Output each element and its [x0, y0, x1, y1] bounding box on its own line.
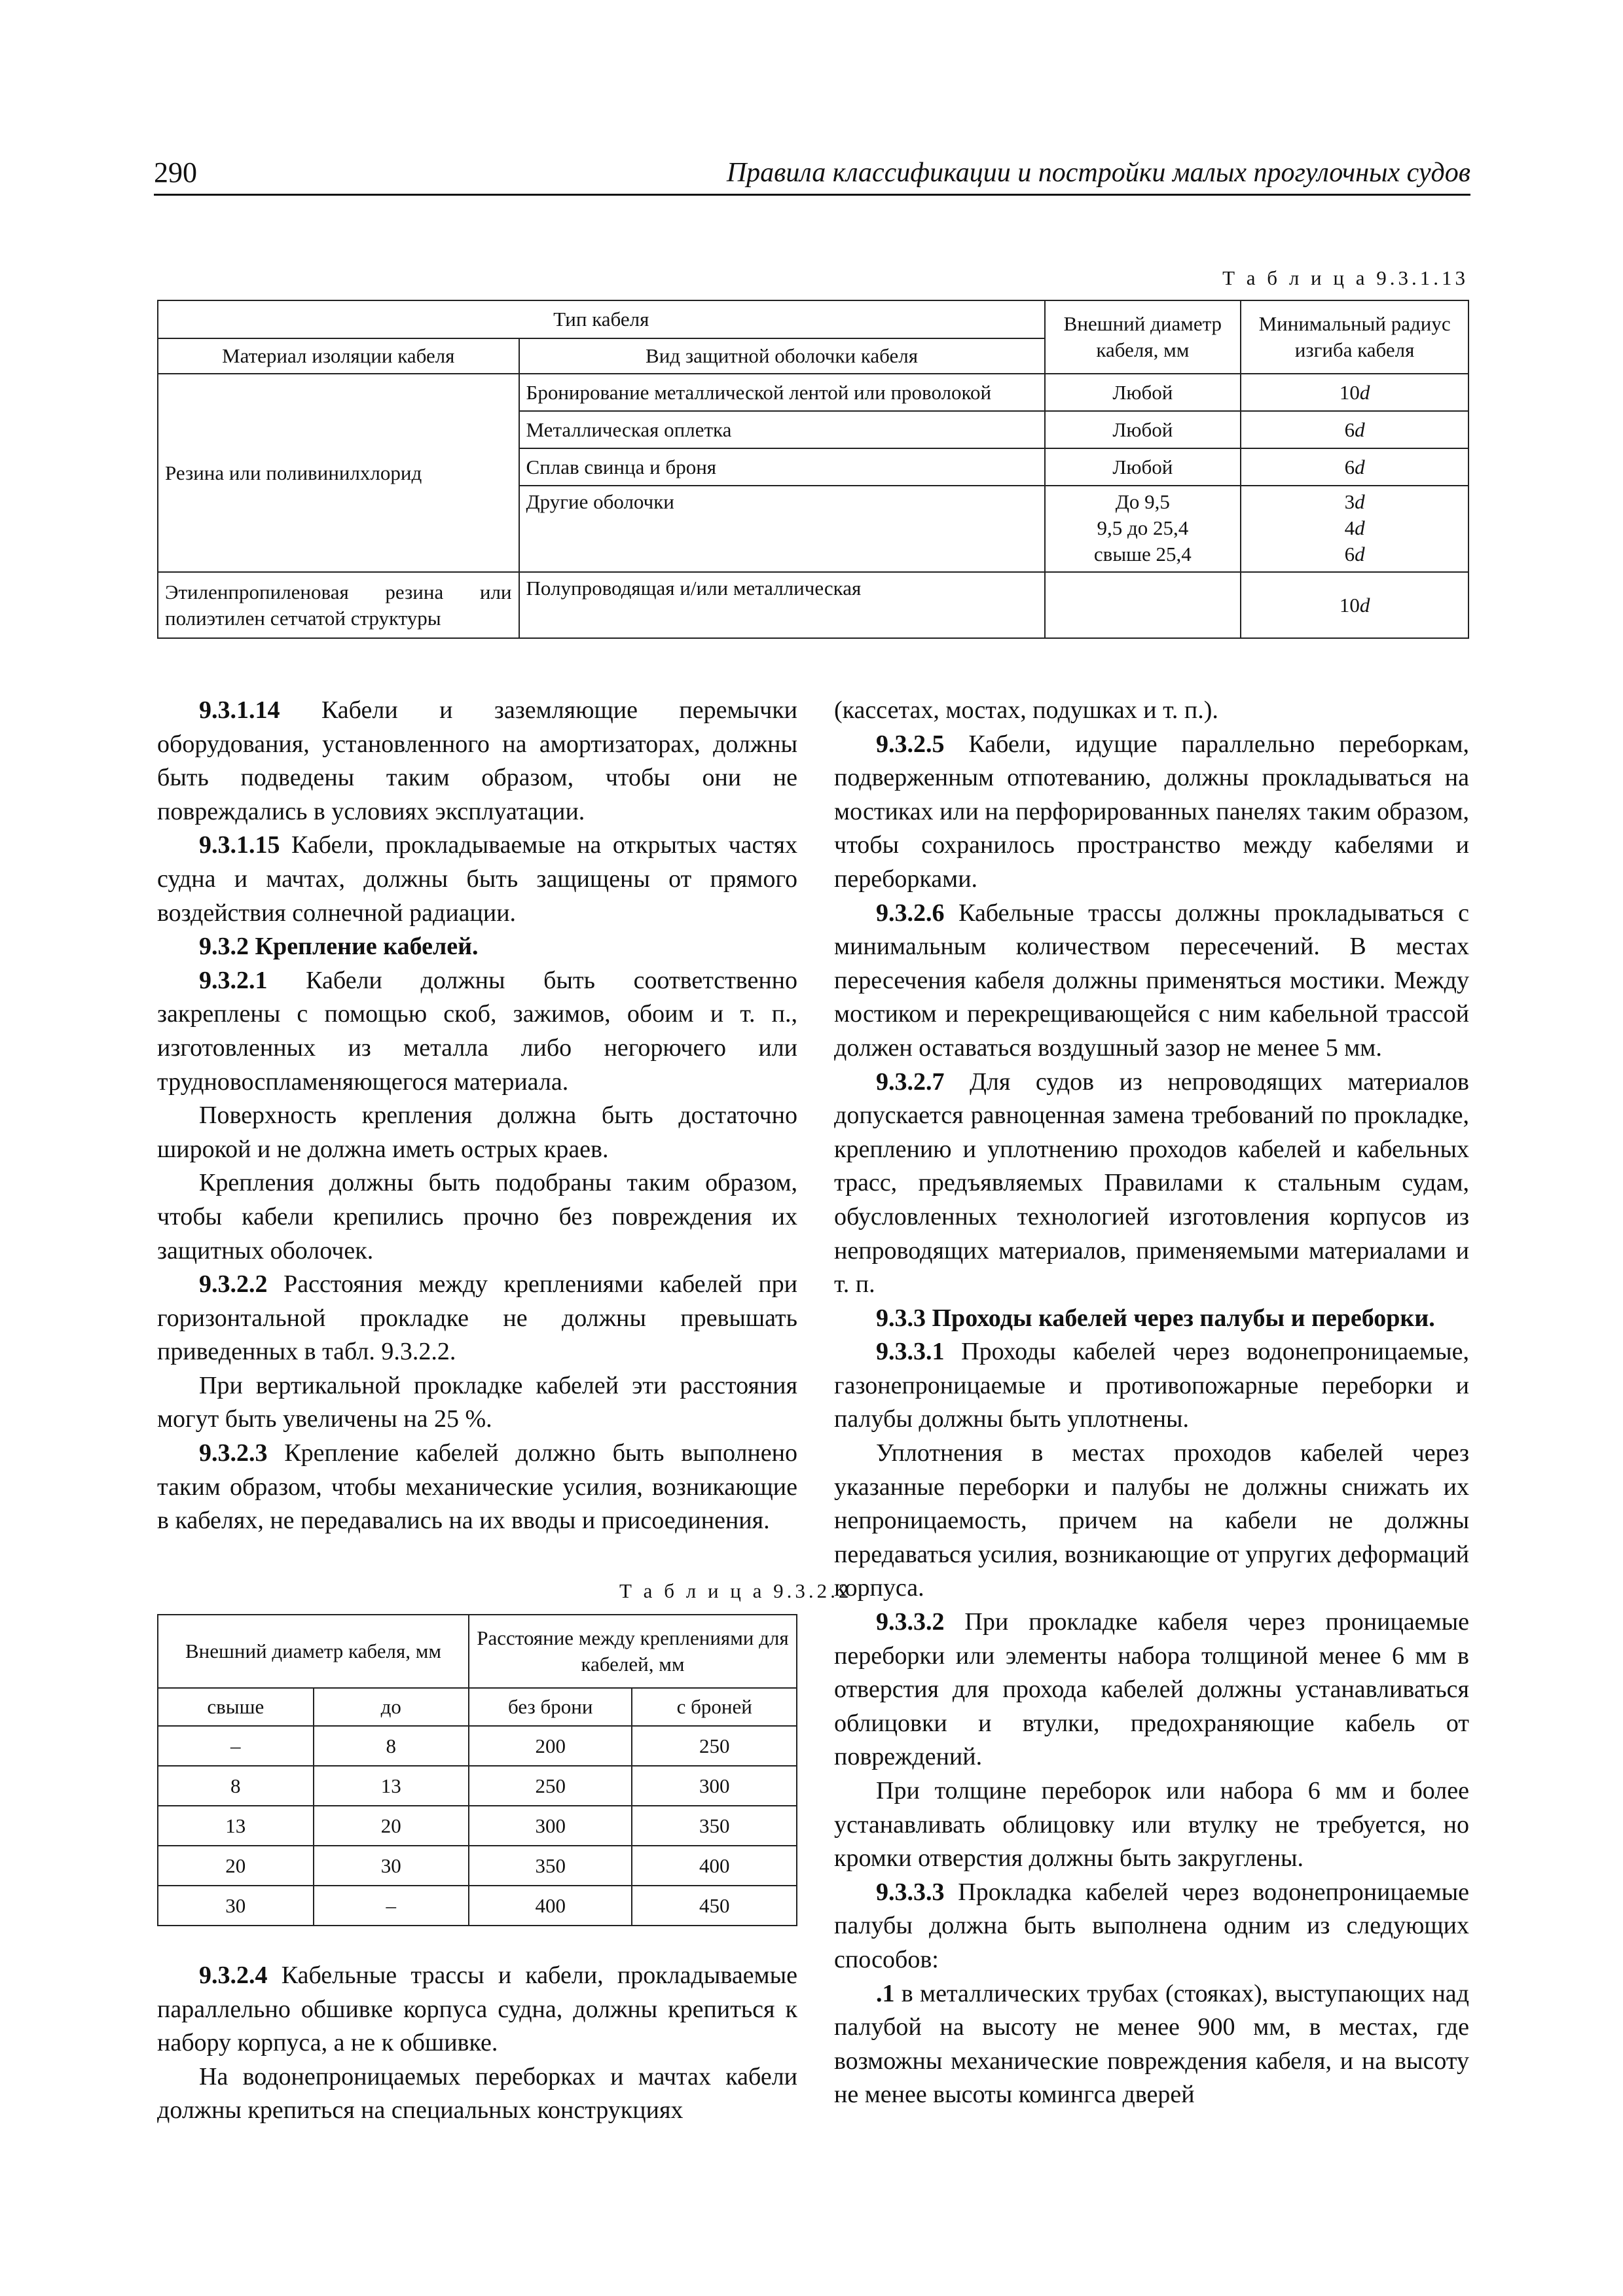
paragraph-text: Кабели и заземляющие перемычки оборудования, установленного на амортизаторах, должны быть подведены таким образом, чтобы они не повреждались в условиях эксплуатации. — [157, 696, 797, 825]
clause-number: 9.3.3.3 — [876, 1878, 945, 1906]
cell: 250 — [469, 1766, 632, 1806]
radius-value: 10d — [1339, 380, 1370, 404]
radius-value: 6d — [1344, 418, 1365, 441]
section-heading — [834, 1302, 1469, 1336]
table-caption: Т а б л и ц а 9.3.1.13 — [1222, 266, 1468, 289]
paragraph-text: При прокладке кабеля через проницаемые переборки или элементы набора толщиной менее 6 мм в отверстия для прохода кабелей должны устанавливаться облицовки и втулки, предохраняющие кабель от повреждений. — [834, 1608, 1469, 1771]
paragraph-text: Проходы кабелей через водонепроницаемые, газонепроницаемые и противопожарные переборки и палубы должны быть уплотнены. — [834, 1338, 1469, 1433]
cell-radius — [1241, 572, 1468, 638]
cell-sheath: Металлическая оплетка — [519, 411, 1045, 448]
cell-radius — [1241, 374, 1468, 411]
heading-text: 9.3.3 Проходы кабелей через палубы и переборки. — [876, 1304, 1435, 1332]
cell-radius — [1241, 448, 1468, 486]
table-caption: Т а б л и ц а 9.3.2.2 — [619, 1579, 852, 1602]
paragraph — [157, 829, 797, 930]
cell-sheath: Полупроводящая и/или металлическая — [519, 572, 1045, 638]
radius-value: 6d — [1344, 543, 1365, 565]
header-sheath: Вид защитной оболочки кабеля — [519, 338, 1045, 374]
clause-number: 9.3.2.4 — [199, 1962, 268, 1989]
paragraph — [157, 694, 797, 829]
paragraph-text: Кабели, прокладываемые на открытых частях судна и мачтах, должны быть защищены от прямого воздействия солнечной радиации. — [157, 831, 797, 927]
paragraph — [834, 1335, 1469, 1437]
clause-number: 9.3.2.2 — [199, 1270, 268, 1299]
cell: – — [314, 1886, 469, 1926]
paragraph — [157, 1959, 797, 2060]
header-insulation: Материал изоляции кабеля — [158, 338, 519, 374]
paragraph — [157, 1437, 797, 1538]
table-row — [158, 1806, 797, 1846]
paragraph — [157, 964, 797, 1099]
left-column-upper — [157, 694, 797, 1538]
clause-number: 9.3.3.2 — [876, 1608, 945, 1636]
cell-diameter: Любой — [1045, 374, 1241, 411]
section-heading — [157, 930, 797, 964]
clause-number: .1 — [876, 1979, 895, 2007]
cell: 8 — [314, 1726, 469, 1766]
page-number: 290 — [154, 156, 197, 188]
cell-radius — [1241, 411, 1468, 448]
paragraph-text: Прокладка кабелей через водонепроницаемые палубы должна быть выполнена одним из следующих способов: — [834, 1878, 1469, 1973]
clause-number: 9.3.2.3 — [199, 1439, 268, 1467]
paragraph: Поверхность крепления должна быть достаточно широкой и не должна иметь острых краев. — [157, 1102, 797, 1163]
heading-text: 9.3.2 Крепление кабелей. — [199, 933, 479, 961]
cell: 400 — [632, 1846, 797, 1886]
paragraph — [834, 728, 1469, 897]
cell: 200 — [469, 1726, 632, 1766]
cell: 400 — [469, 1886, 632, 1926]
clause-number: 9.3.2.7 — [876, 1067, 945, 1096]
header-over: свыше — [158, 1688, 314, 1726]
cell: – — [158, 1726, 314, 1766]
clause-number: 9.3.1.15 — [199, 831, 280, 859]
cell-radius-multi — [1241, 486, 1468, 572]
paragraph-text: в металлических трубах (стояках), выступающих над палубой на высоту не менее 900 мм, в местах, где возможны механические повреждения кабеля, и на высоту не менее высоты комингса дверей — [834, 1979, 1469, 2109]
header-diameter: Внешний диаметр кабеля, мм — [158, 1615, 469, 1688]
paragraph-text: Кабельные трассы и кабели, прокладываемые параллельно обшивке корпуса судна, должны крепиться к набору корпуса, а не к обшивке. — [157, 1962, 797, 2057]
header-distance: Расстояние между креплениями для кабелей, мм — [469, 1615, 797, 1688]
clause-number: 9.3.2.6 — [876, 899, 945, 927]
paragraph: На водонепроницаемых переборках и мачтах кабели должны крепиться на специальных конструкциях — [157, 2062, 797, 2125]
cell: 350 — [469, 1846, 632, 1886]
radius-value: 6d — [1344, 455, 1365, 478]
paragraph: Уплотнения в местах проходов кабелей через указанные переборки и палубы не должны снижать их непроницаемость, причем на кабели не должны передаваться усилия, возникающие от упругих деформаций корпуса. — [834, 1439, 1469, 1602]
table-row — [158, 1886, 797, 1926]
cell: 20 — [158, 1846, 314, 1886]
paragraph — [834, 1605, 1469, 1774]
paragraph: (кассетах, мостах, подушках и т. п.). — [834, 696, 1218, 724]
paragraph-text: Крепление кабелей должно быть выполнено таким образом, чтобы механические усилия, возникающие в кабелях, не передавались на их вводы и присоединения. — [157, 1439, 797, 1535]
clause-number: 9.3.3.1 — [876, 1338, 945, 1366]
cell: 300 — [632, 1766, 797, 1806]
header-armor: с броней — [632, 1688, 797, 1726]
clause-number: 9.3.2.1 — [199, 966, 268, 994]
diameter-line: 9,5 до 25,4 — [1097, 516, 1189, 539]
paragraph-text: Кабельные трассы должны прокладываться с минимальным количеством пересечений. В местах пересечения кабеля должны применяться мостики. Между мостиком и перекрещивающейся с ним кабельной трассой должен оставаться воздушный зазор не менее 5 мм. — [834, 899, 1469, 1062]
clause-number: 9.3.2.5 — [876, 730, 945, 758]
cell: 300 — [469, 1806, 632, 1846]
paragraph-text: Кабели, идущие параллельно переборкам, подверженным отпотеванию, должны прокладываться на мостиках или на перфорированных панелях таким образом, чтобы сохранилось пространство между кабелями и переборками. — [834, 730, 1469, 893]
cell: 13 — [158, 1806, 314, 1846]
cell: 450 — [632, 1886, 797, 1926]
page-header — [154, 153, 1470, 196]
cell-diameter-multi — [1045, 486, 1241, 572]
paragraph-text: Расстояния между креплениями кабелей при горизонтальной прокладке не должны превышать приведенных в табл. 9.3.2.2. — [157, 1270, 797, 1366]
clause-number: 9.3.1.14 — [199, 696, 280, 724]
left-column-lower — [157, 1959, 797, 2128]
radius-value: 3d — [1344, 490, 1365, 513]
cell: 30 — [314, 1846, 469, 1886]
cell-sheath: Бронирование металлической лентой или проволокой — [519, 374, 1045, 411]
cell-insulation-epr: Этиленпропиленовая резина или полиэтилен сетчатой структуры — [158, 572, 519, 638]
table-row — [158, 1766, 797, 1806]
table-row — [158, 1726, 797, 1766]
cell-diameter — [1045, 572, 1241, 638]
table-row — [158, 1846, 797, 1886]
cell: 20 — [314, 1806, 469, 1846]
cell-sheath: Другие оболочки — [519, 486, 1045, 572]
table-fastening-distance — [157, 1614, 797, 1926]
cell: 8 — [158, 1766, 314, 1806]
cell: 30 — [158, 1886, 314, 1926]
cell-diameter: Любой — [1045, 448, 1241, 486]
header-min-radius: Минимальный радиус изгиба кабеля — [1241, 300, 1468, 374]
paragraph-text: Кабели должны быть соответственно закреплены с помощью скоб, зажимов, обоим и т. п., изготовленных из металла либо негорючего или трудновоспламеняющегося материала. — [157, 966, 797, 1096]
radius-value: 10d — [1339, 593, 1370, 617]
cell-insulation-rubber-pvc: Резина или поливинилхлорид — [158, 374, 519, 572]
paragraph — [834, 1066, 1469, 1302]
radius-value: 4d — [1344, 516, 1365, 539]
paragraph — [834, 1876, 1469, 1977]
table-cable-bend-radius — [157, 300, 1469, 639]
paragraph — [157, 1268, 797, 1369]
cell: 13 — [314, 1766, 469, 1806]
cell-sheath: Сплав свинца и броня — [519, 448, 1045, 486]
paragraph — [834, 897, 1469, 1066]
cell-diameter: Любой — [1045, 411, 1241, 448]
paragraph: При вертикальной прокладке кабелей эти расстояния могут быть увеличены на 25 %. — [157, 1371, 797, 1433]
header-no-armor: без брони — [469, 1688, 632, 1726]
cell: 350 — [632, 1806, 797, 1846]
paragraph: Крепления должны быть подобраны таким образом, чтобы кабели крепились прочно без повреждения их защитных оболочек. — [157, 1169, 797, 1265]
header-cable-type: Тип кабеля — [158, 300, 1045, 338]
header-upto: до — [314, 1688, 469, 1726]
paragraph-text: Для судов из непроводящих материалов допускается равноценная замена требований по прокладке, креплению и уплотнению проходов кабелей и кабельных трасс, предъявляемых Правилами к стальным судам, обусловленных технологией изготовления корпусов из непроводящих материалов, применяемыми материалами и т. п. — [834, 1067, 1469, 1299]
header-outer-diameter: Внешний диаметр кабеля, мм — [1045, 300, 1241, 374]
paragraph: При толщине переборок или набора 6 мм и более устанавливать облицовку или втулку не требуется, но кромки отверстия должны быть закруглены. — [834, 1777, 1469, 1873]
right-column — [834, 694, 1469, 2112]
running-title: Правила классификации и постройки малых прогулочных судов — [726, 158, 1470, 188]
diameter-line: свыше 25,4 — [1093, 543, 1192, 565]
cell: 250 — [632, 1726, 797, 1766]
paragraph — [834, 1977, 1469, 2112]
diameter-line: До 9,5 — [1115, 490, 1170, 513]
